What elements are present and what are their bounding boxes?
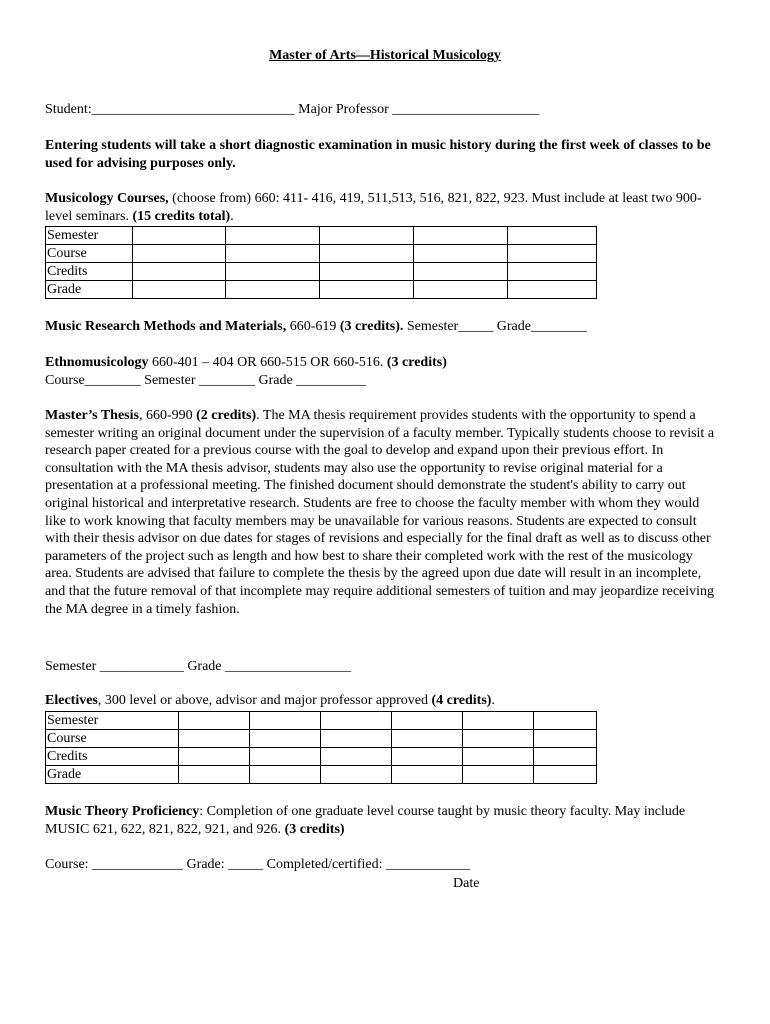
row-label: Grade xyxy=(46,766,179,784)
table-cell[interactable] xyxy=(320,281,414,299)
table-row xyxy=(46,712,597,730)
table-cell[interactable] xyxy=(250,730,321,748)
electives-end: . xyxy=(491,693,495,708)
theory-completion-line: Course: _____________ Grade: _____ Completed/certified: ____________ xyxy=(45,857,470,872)
table-row xyxy=(46,766,597,784)
table-cell[interactable] xyxy=(179,712,250,730)
thesis-heading: Master’s Thesis xyxy=(45,408,139,423)
table-cell[interactable] xyxy=(508,263,597,281)
table-cell[interactable] xyxy=(392,766,463,784)
table-cell[interactable] xyxy=(321,712,392,730)
thesis-body: . The MA thesis requirement provides students with the opportunity to spend a semester writing an original document under the supervision of a faculty member. Typically students choose to revisit a research paper created for a previous course with the goal to develop and expand upon their previous effort. In consultation with the MA thesis advisor, students may also use the opportunity to revise original material for a presentation at a professional meeting. The finished document should demonstrate the student's ability to carry out original historical and interpretative research. Students are free to choose the faculty member with whom they would like to work knowing that faculty members may be unavailable for various reasons. Students are expected to consult with their thesis advisor on due dates for stages of revisions and especially for the final draft as well as to discuss other parameters of the project such as length and how best to share their completed work with the rest of the musicology area. Students are advised that failure to complete the thesis by the agreed upon due date will result in an incomplete, and that the future removal of that incomplete may require additional semesters of tuition and may jeopardize receiving the MA degree in a timely fashion. xyxy=(45,408,715,617)
table-cell[interactable] xyxy=(414,227,508,245)
table-cell[interactable] xyxy=(250,748,321,766)
row-label: Course xyxy=(46,730,179,748)
table-row xyxy=(46,227,597,245)
musicology-end: . xyxy=(230,208,234,224)
ethno-line2: Course________ Semester ________ Grade __________ xyxy=(45,372,367,388)
table-cell[interactable] xyxy=(414,281,508,299)
row-label: Credits xyxy=(46,263,133,281)
ethno-heading: Ethnomusicology xyxy=(45,355,149,370)
table-cell[interactable] xyxy=(226,245,320,263)
table-cell[interactable] xyxy=(133,245,226,263)
table-cell[interactable] xyxy=(463,748,534,766)
ethno-text: 660-401 – 404 OR 660-515 OR 660-516. xyxy=(148,355,387,370)
table-cell[interactable] xyxy=(534,766,597,784)
electives-section xyxy=(45,692,725,710)
table-cell[interactable] xyxy=(534,730,597,748)
table-cell[interactable] xyxy=(321,730,392,748)
electives-credits: (4 credits) xyxy=(431,693,492,708)
table-row xyxy=(46,245,597,263)
table-cell[interactable] xyxy=(320,227,414,245)
table-cell[interactable] xyxy=(508,245,597,263)
table-cell[interactable] xyxy=(226,281,320,299)
ethno-credits: (3 credits) xyxy=(386,355,447,370)
table-cell[interactable] xyxy=(320,245,414,263)
table-cell[interactable] xyxy=(392,748,463,766)
table-cell[interactable] xyxy=(392,730,463,748)
table-cell[interactable] xyxy=(463,766,534,784)
musicology-credits: (15 credits total) xyxy=(132,208,231,224)
table-cell[interactable] xyxy=(414,263,508,281)
table-cell[interactable] xyxy=(508,227,597,245)
electives-text: , 300 level or above, advisor and major professor approved xyxy=(97,693,432,708)
theory-section xyxy=(45,803,725,838)
table-row xyxy=(46,730,597,748)
page-title: Master of Arts—Historical Musicology xyxy=(269,48,501,63)
table-cell[interactable] xyxy=(463,712,534,730)
table-cell[interactable] xyxy=(226,227,320,245)
ethno-section xyxy=(45,354,725,389)
theory-text: : Completion of one graduate level course taught by music theory faculty. May include MUSIC 621, 622, 821, 822, 921, and 926. xyxy=(45,804,686,837)
table-row xyxy=(46,748,597,766)
table-cell[interactable] xyxy=(250,712,321,730)
row-label: Credits xyxy=(46,748,179,766)
table-cell[interactable] xyxy=(534,748,597,766)
table-cell[interactable] xyxy=(320,263,414,281)
thesis-credits: (2 credits) xyxy=(196,408,257,423)
research-credits: (3 credits). xyxy=(339,319,404,334)
table-cell[interactable] xyxy=(179,730,250,748)
research-heading: Music Research Methods and Materials, xyxy=(45,319,287,334)
table-cell[interactable] xyxy=(179,748,250,766)
table-cell[interactable] xyxy=(250,766,321,784)
row-label: Semester xyxy=(46,227,133,245)
row-label: Grade xyxy=(46,281,133,299)
musicology-text: (choose from) 660: 411- 416, 419, 511,513, 516, 821, 822, 923. Must include at least two 900-level seminars. xyxy=(45,191,702,224)
row-label: Semester xyxy=(46,712,179,730)
table-cell[interactable] xyxy=(392,712,463,730)
table-cell[interactable] xyxy=(179,766,250,784)
row-label: Course xyxy=(46,245,133,263)
electives-heading: Electives xyxy=(45,693,98,708)
musicology-table xyxy=(45,226,597,299)
theory-heading: Music Theory Proficiency xyxy=(45,804,200,819)
student-line: Student:_____________________________ Major Professor _____________________ xyxy=(45,102,540,117)
thesis-section xyxy=(45,407,717,618)
research-tail: Semester_____ Grade________ xyxy=(403,319,587,334)
musicology-heading: Musicology Courses, xyxy=(45,191,169,206)
diagnostic-note: Entering students will take a short diagnostic examination in music history during the first week of classes to be used for advising purposes only. xyxy=(45,138,711,171)
table-cell[interactable] xyxy=(226,263,320,281)
table-row xyxy=(46,281,597,299)
table-row xyxy=(46,263,597,281)
thesis-semester-grade: Semester ____________ Grade __________________ xyxy=(45,659,352,674)
table-cell[interactable] xyxy=(133,281,226,299)
thesis-text: , 660-990 xyxy=(138,408,197,423)
table-cell[interactable] xyxy=(463,730,534,748)
table-cell[interactable] xyxy=(321,748,392,766)
table-cell[interactable] xyxy=(133,227,226,245)
table-cell[interactable] xyxy=(133,263,226,281)
table-cell[interactable] xyxy=(414,245,508,263)
research-methods-section xyxy=(45,318,725,336)
table-cell[interactable] xyxy=(508,281,597,299)
research-text: 660-619 xyxy=(286,319,340,334)
theory-credits: (3 credits) xyxy=(284,821,345,837)
date-label: Date xyxy=(453,876,480,891)
musicology-section xyxy=(45,190,725,225)
table-cell[interactable] xyxy=(321,766,392,784)
table-cell[interactable] xyxy=(534,712,597,730)
electives-table xyxy=(45,711,597,784)
